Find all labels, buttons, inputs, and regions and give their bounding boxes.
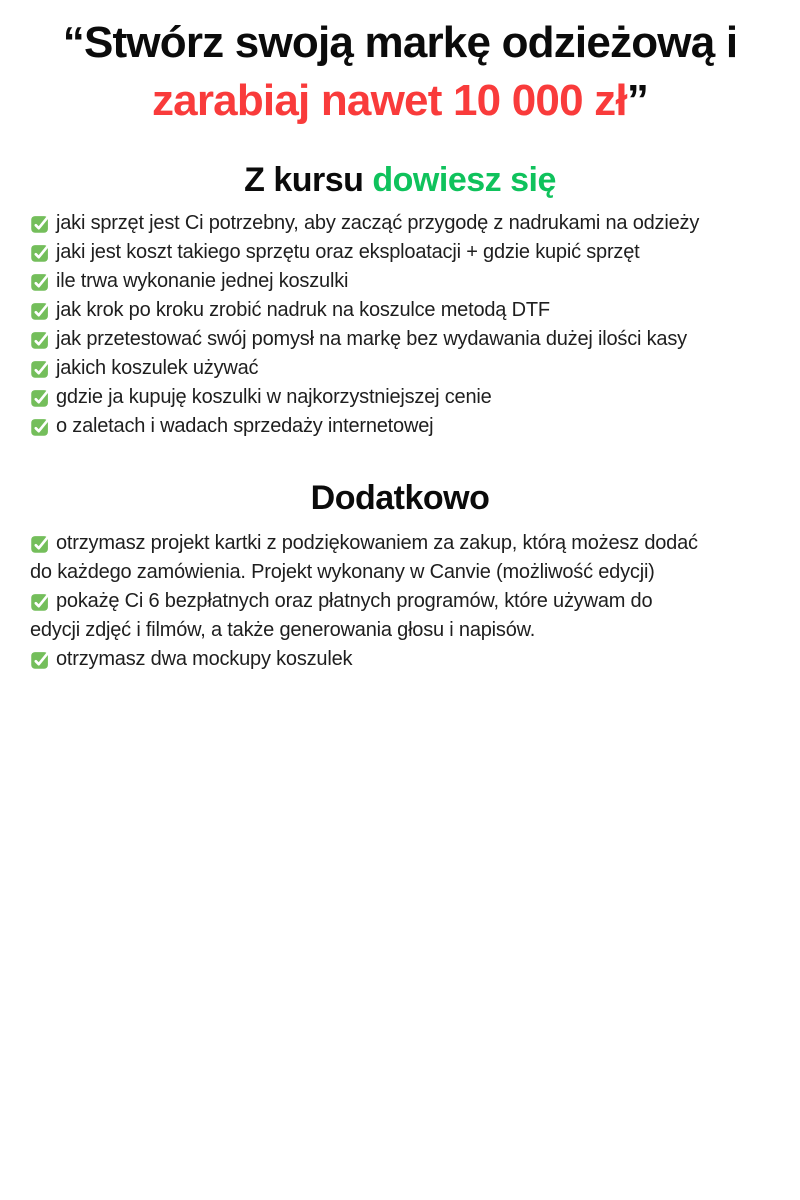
headline-line1: “Stwórz swoją markę odzieżową i xyxy=(62,18,738,67)
check-icon xyxy=(30,417,50,437)
check-icon xyxy=(30,330,50,350)
extra-section-title: Dodatkowo xyxy=(310,479,490,517)
list-item-label: do każdego zamówienia. Projekt wykonany w Canvie (możliwość edycji) xyxy=(30,561,655,583)
list-item xyxy=(30,529,790,558)
list-item xyxy=(30,412,790,441)
check-icon xyxy=(30,534,50,554)
check-icon xyxy=(30,272,50,292)
headline xyxy=(0,14,800,130)
check-icon xyxy=(30,650,50,670)
list-item xyxy=(30,209,790,238)
list-item xyxy=(30,238,790,267)
check-icon xyxy=(30,301,50,321)
list-item xyxy=(30,383,790,412)
list-item xyxy=(30,325,790,354)
list-item-label: o zaletach i wadach sprzedaży internetowej xyxy=(56,415,434,437)
check-icon xyxy=(30,388,50,408)
check-icon xyxy=(30,243,50,263)
list-item-label: jak przetestować swój pomysł na markę bez wydawania dużej ilości kasy xyxy=(56,328,687,350)
headline-line2 xyxy=(152,76,648,125)
list-item-label: gdzie ja kupuję koszulki w najkorzystniejszej cenie xyxy=(56,386,492,408)
list-item xyxy=(30,267,790,296)
list-item-label: ile trwa wykonanie jednej koszulki xyxy=(56,270,349,292)
list-item-label: jak krok po kroku zrobić nadruk na koszulce metodą DTF xyxy=(56,299,550,321)
course-title-black: Z kursu xyxy=(244,161,373,199)
check-icon xyxy=(30,592,50,612)
list-item-label: jaki sprzęt jest Ci potrzebny, aby zacząć przygodę z nadrukami na odzieży xyxy=(56,212,700,234)
list-item-label: otrzymasz dwa mockupy koszulek xyxy=(56,648,353,670)
course-title-green: dowiesz się xyxy=(372,161,556,199)
list-item xyxy=(30,645,790,674)
course-checklist xyxy=(0,209,800,441)
list-item xyxy=(30,354,790,383)
list-item-label: jaki jest koszt takiego sprzętu oraz eksploatacji + gdzie kupić sprzęt xyxy=(56,241,640,263)
list-item-continuation xyxy=(30,558,790,587)
list-item xyxy=(30,587,790,616)
list-item-label: otrzymasz projekt kartki z podziękowaniem za zakup, którą możesz dodać xyxy=(56,532,698,554)
headline-close-quote: ” xyxy=(626,76,649,125)
list-item-label: pokażę Ci 6 bezpłatnych oraz płatnych programów, które używam do xyxy=(56,590,653,612)
list-item-label: jakich koszulek używać xyxy=(56,357,259,379)
list-item xyxy=(30,296,790,325)
extra-checklist xyxy=(0,529,800,674)
check-icon xyxy=(30,214,50,234)
course-section-title xyxy=(0,160,800,200)
headline-line2-red: zarabiaj nawet 10 000 zł xyxy=(151,76,627,125)
list-item-label: edycji zdjęć i filmów, a także generowania głosu i napisów. xyxy=(30,619,536,641)
list-item-continuation xyxy=(30,616,790,645)
check-icon xyxy=(30,359,50,379)
